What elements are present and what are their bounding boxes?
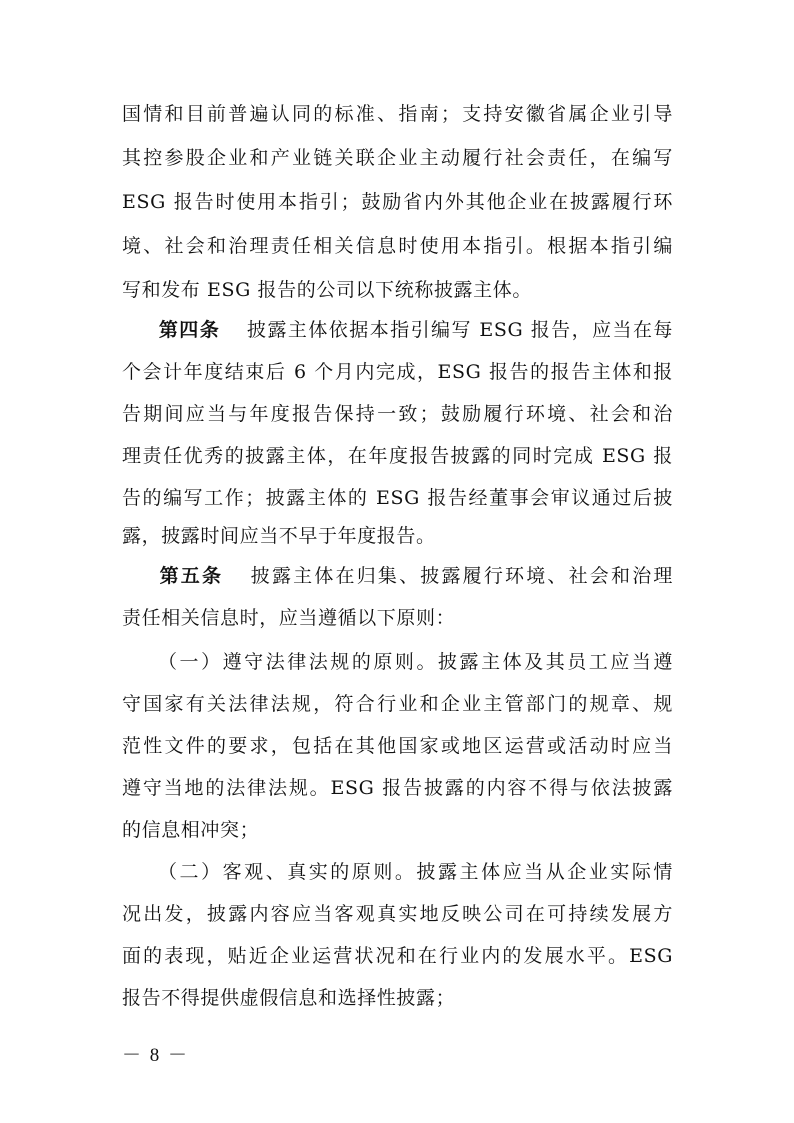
paragraph-line: 写和发布 ESG 报告的公司以下统称披露主体。 — [122, 279, 532, 301]
paragraph-line: 的信息相冲突； — [122, 819, 260, 841]
article-4-text: 披露主体依据本指引编写 ESG 报告，应当在每 — [246, 319, 673, 341]
paragraph-line: 其控参股企业和产业链关联企业主动履行社会责任，在编写 — [122, 147, 673, 169]
paragraph-line: 个会计年度结束后 6 个月内完成，ESG 报告的报告主体和报 — [122, 361, 673, 383]
clause-1-first-line: （一）遵守法律法规的原则。披露主体及其员工应当遵 — [158, 651, 673, 673]
clause-2-first-line: （二）客观、真实的原则。披露主体应当从企业实际情 — [158, 861, 673, 883]
paragraph-line: 面的表现，贴近企业运营状况和在行业内的发展水平。ESG — [122, 945, 673, 967]
page-number: － 8 － — [122, 1045, 190, 1066]
paragraph-line: 露，披露时间应当不早于年度报告。 — [122, 525, 436, 547]
article-5-heading: 第五条 — [158, 565, 224, 587]
paragraph-line: 况出发，披露内容应当客观真实地反映公司在可持续发展方 — [122, 903, 673, 925]
article-5-text: 披露主体在归集、披露履行环境、社会和治理 — [249, 565, 673, 587]
article-4-first-line — [122, 315, 673, 345]
paragraph-line: 理责任优秀的披露主体，在年度报告披露的同时完成 ESG 报 — [122, 445, 673, 467]
paragraph-line: 遵守当地的法律法规。ESG 报告披露的内容不得与依法披露 — [122, 777, 673, 799]
paragraph-line: 告期间应当与年度报告保持一致；鼓励履行环境、社会和治 — [122, 403, 673, 425]
paragraph-line: 报告不得提供虚假信息和选择性披露； — [122, 987, 456, 1009]
paragraph-line: 境、社会和治理责任相关信息时使用本指引。根据本指引编 — [122, 235, 673, 257]
article-4-heading: 第四条 — [158, 319, 221, 341]
paragraph-line: 告的编写工作；披露主体的 ESG 报告经董事会审议通过后披 — [122, 487, 673, 509]
paragraph-line: 范性文件的要求，包括在其他国家或地区运营或活动时应当 — [122, 735, 673, 757]
paragraph-line: 责任相关信息时，应当遵循以下原则： — [122, 607, 456, 629]
paragraph-line: 守国家有关法律法规，符合行业和企业主管部门的规章、规 — [122, 693, 673, 715]
article-5-first-line — [122, 561, 673, 591]
paragraph-line: ESG 报告时使用本指引；鼓励省内外其他企业在披露履行环 — [122, 191, 673, 213]
paragraph-line: 国情和目前普遍认同的标准、指南；支持安徽省属企业引导 — [122, 103, 673, 125]
